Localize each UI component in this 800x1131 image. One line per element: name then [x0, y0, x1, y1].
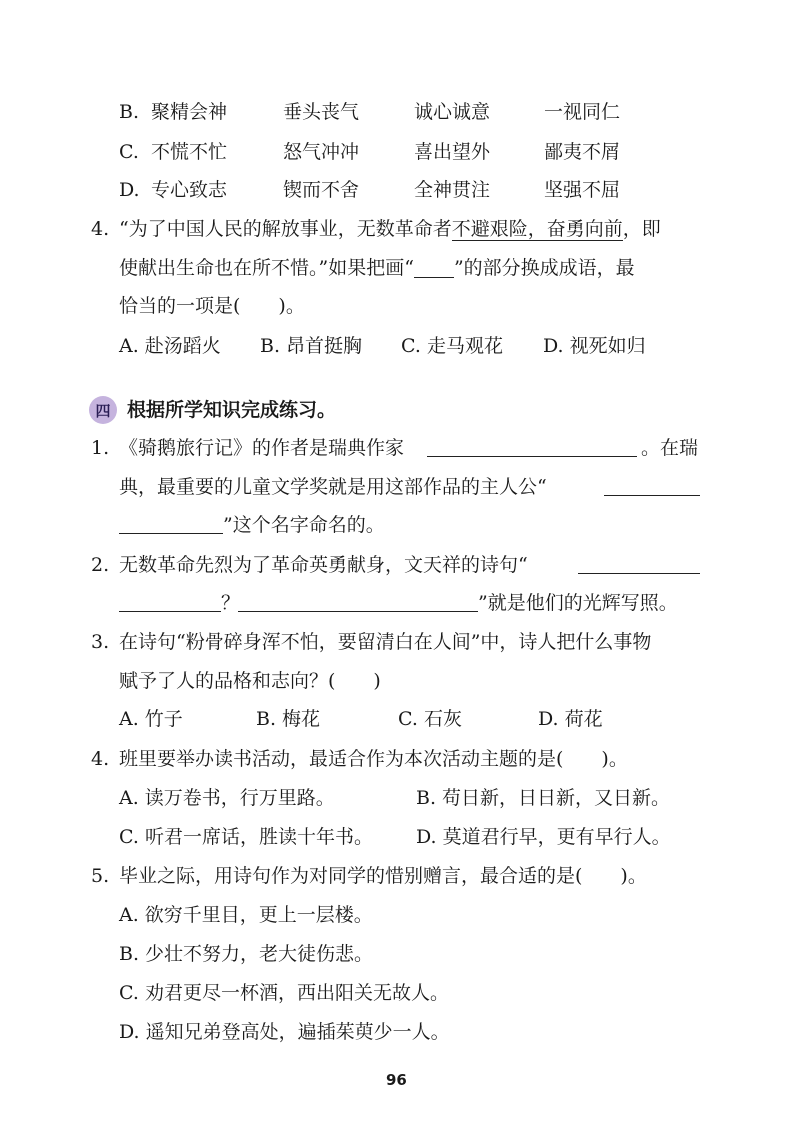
option-b[interactable]: B. 少壮不努力，老大徒伤悲。 [119, 943, 374, 965]
question-number: 4. [91, 218, 110, 240]
idiom: 聚精会神 [151, 101, 228, 123]
answer-blank-protagonist-2[interactable] [119, 513, 223, 534]
underline-sample [414, 257, 454, 278]
underlined-phrase: 不避艰险，奋勇向前 [451, 218, 623, 240]
question-number: 1. [91, 437, 110, 459]
question-text-line1: 在诗句“粉骨碎身浑不怕，要留清白在人间”中，诗人把什么事物 [119, 631, 652, 653]
question-text-line1: “为了中国人民的解放事业，无数革命者不避艰险，奋勇向前，即 [119, 218, 661, 240]
option-b[interactable]: B. 苟日新，日日新，又日新。 [416, 787, 671, 809]
question-text-line2: 赋予了人的品格和志向？( ) [119, 670, 381, 692]
answer-blank-poem-3[interactable] [238, 591, 478, 612]
option-a[interactable]: A. 赴汤蹈火 [119, 335, 221, 357]
option-c[interactable]: C. 听君一席话，胜读十年书。 [119, 826, 373, 848]
section-title: 根据所学知识完成练习。 [127, 399, 337, 421]
idiom: 鄙夷不屑 [544, 141, 621, 163]
option-a[interactable]: A. 读万卷书，行万里路。 [119, 787, 335, 809]
idiom: 诚心诚意 [414, 101, 491, 123]
question-text-line2: 使献出生命也在所不惜。”如果把画“ ”的部分换成成语，最 [119, 257, 635, 279]
question-text-line3: 恰当的一项是( )。 [119, 295, 305, 317]
question-number: 4. [91, 748, 110, 770]
idiom: 锲而不舍 [283, 179, 360, 201]
section-badge: 四 [89, 396, 117, 424]
idiom: 专心致志 [151, 179, 228, 201]
option-c[interactable]: C. 劝君更尽一杯酒，西出阳关无故人。 [119, 982, 449, 1004]
option-letter: B. [119, 101, 140, 123]
idiom: 怒气冲冲 [283, 141, 360, 163]
idiom: 垂头丧气 [283, 101, 360, 123]
question-text-line1: 无数革命先烈为了革命英勇献身，文天祥的诗句“ [119, 554, 528, 576]
answer-blank-poem-1[interactable] [578, 553, 700, 574]
question-number: 5. [91, 865, 110, 887]
option-d[interactable]: D. 视死如归 [543, 335, 646, 357]
option-c[interactable]: C. 石灰 [398, 708, 462, 730]
option-b[interactable]: B. 梅花 [256, 708, 321, 730]
option-d[interactable]: D. 荷花 [538, 708, 603, 730]
option-letter: D. [119, 179, 140, 201]
idiom: 全神贯注 [414, 179, 491, 201]
question-text-line1: 《骑鹅旅行记》的作者是瑞典作家 [119, 437, 405, 459]
idiom: 不慌不忙 [151, 141, 228, 163]
answer-blank-protagonist-1[interactable] [604, 475, 700, 496]
page-number: 96 [386, 1071, 407, 1089]
option-a[interactable]: A. 竹子 [119, 708, 183, 730]
question-number: 2. [91, 554, 110, 576]
option-c[interactable]: C. 走马观花 [401, 335, 503, 357]
question-text-line2: 典，最重要的儿童文学奖就是用这部作品的主人公“ [119, 476, 547, 498]
question-text-line1: 班里要举办读书活动，最适合作为本次活动主题的是( )。 [119, 748, 628, 770]
option-b[interactable]: B. 昂首挺胸 [260, 335, 363, 357]
idiom: 坚强不屈 [544, 179, 621, 201]
question-number: 3. [91, 631, 110, 653]
answer-blank-poem-2[interactable] [119, 591, 221, 612]
option-d[interactable]: D. 遥知兄弟登高处，遍插茱萸少一人。 [119, 1021, 450, 1043]
question-text-line1: 毕业之际，用诗句作为对同学的惜别赠言，最合适的是( )。 [119, 865, 647, 887]
idiom: 一视同仁 [544, 101, 621, 123]
idiom: 喜出望外 [414, 141, 491, 163]
option-d[interactable]: D. 莫道君行早，更有早行人。 [416, 826, 671, 848]
answer-blank-author[interactable] [427, 436, 637, 457]
option-letter: C. [119, 141, 139, 163]
option-a[interactable]: A. 欲穷千里目，更上一层楼。 [119, 904, 373, 926]
